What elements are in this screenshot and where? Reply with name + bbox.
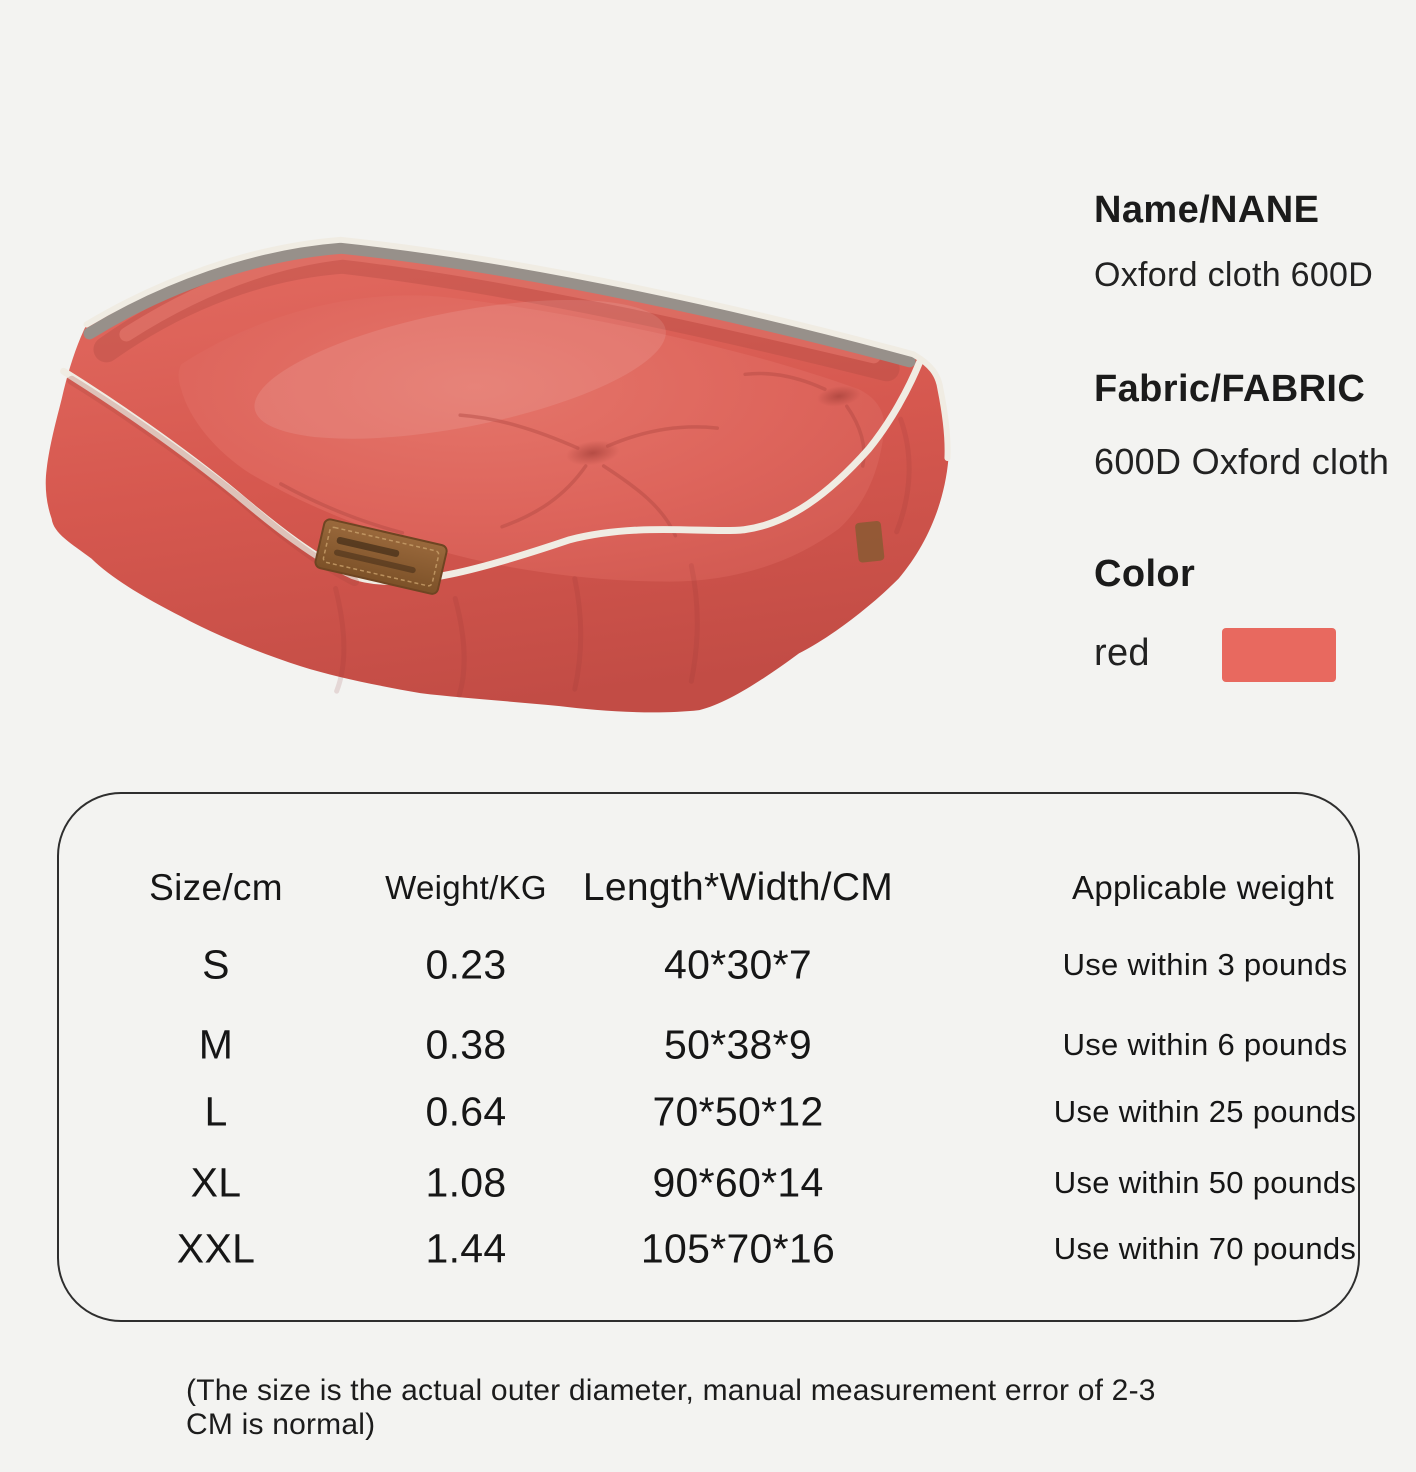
row-m-applicable: Use within 6 pounds: [1062, 1027, 1348, 1062]
row-m-dimensions: 50*38*9: [663, 1021, 813, 1068]
row-xl-applicable: Use within 50 pounds: [1053, 1165, 1357, 1200]
row-l-weight: 0.64: [425, 1088, 507, 1135]
size-disclaimer-line2: CM is normal): [186, 1408, 376, 1441]
row-s-dimensions: 40*30*7: [663, 941, 813, 988]
size-table: [57, 792, 1360, 1322]
row-xxl-applicable: Use within 70 pounds: [1053, 1231, 1357, 1266]
name-value: Oxford cloth 600D: [1094, 256, 1374, 294]
row-xl-size: XL: [190, 1159, 242, 1206]
row-s-applicable: Use within 3 pounds: [1062, 947, 1348, 982]
row-xxl-dimensions: 105*70*16: [640, 1225, 836, 1272]
fabric-value: 600D Oxford cloth: [1094, 441, 1390, 482]
size-disclaimer-line1: (The size is the actual outer diameter, manual measurement error of 2-3: [186, 1374, 1156, 1407]
row-xl-dimensions: 90*60*14: [652, 1159, 824, 1206]
row-s-weight: 0.23: [425, 941, 507, 988]
product-photo-bed: [30, 185, 990, 743]
col-header-size: Size/cm: [149, 867, 283, 908]
col-header-dimensions: Length*Width/CM: [582, 866, 894, 909]
name-label: Name/NANE: [1094, 189, 1320, 231]
row-m-size: M: [198, 1021, 234, 1068]
row-l-size: L: [204, 1088, 228, 1135]
color-label: Color: [1094, 553, 1196, 595]
fabric-label: Fabric/FABRIC: [1094, 368, 1366, 410]
row-xl-weight: 1.08: [425, 1159, 507, 1206]
row-l-dimensions: 70*50*12: [652, 1088, 824, 1135]
row-xxl-size: XXL: [176, 1225, 256, 1272]
row-m-weight: 0.38: [425, 1021, 507, 1068]
row-s-size: S: [202, 941, 230, 988]
col-header-applicable: Applicable weight: [1072, 869, 1334, 906]
bed-illustration: [30, 185, 990, 743]
row-xxl-weight: 1.44: [425, 1225, 507, 1272]
color-value: red: [1094, 632, 1150, 674]
row-l-applicable: Use within 25 pounds: [1053, 1094, 1357, 1129]
bed-side-tag: [855, 521, 885, 563]
col-header-weight: Weight/KG: [385, 869, 547, 906]
size-disclaimer: [186, 1374, 1366, 1442]
color-swatch-red: [1222, 628, 1336, 682]
